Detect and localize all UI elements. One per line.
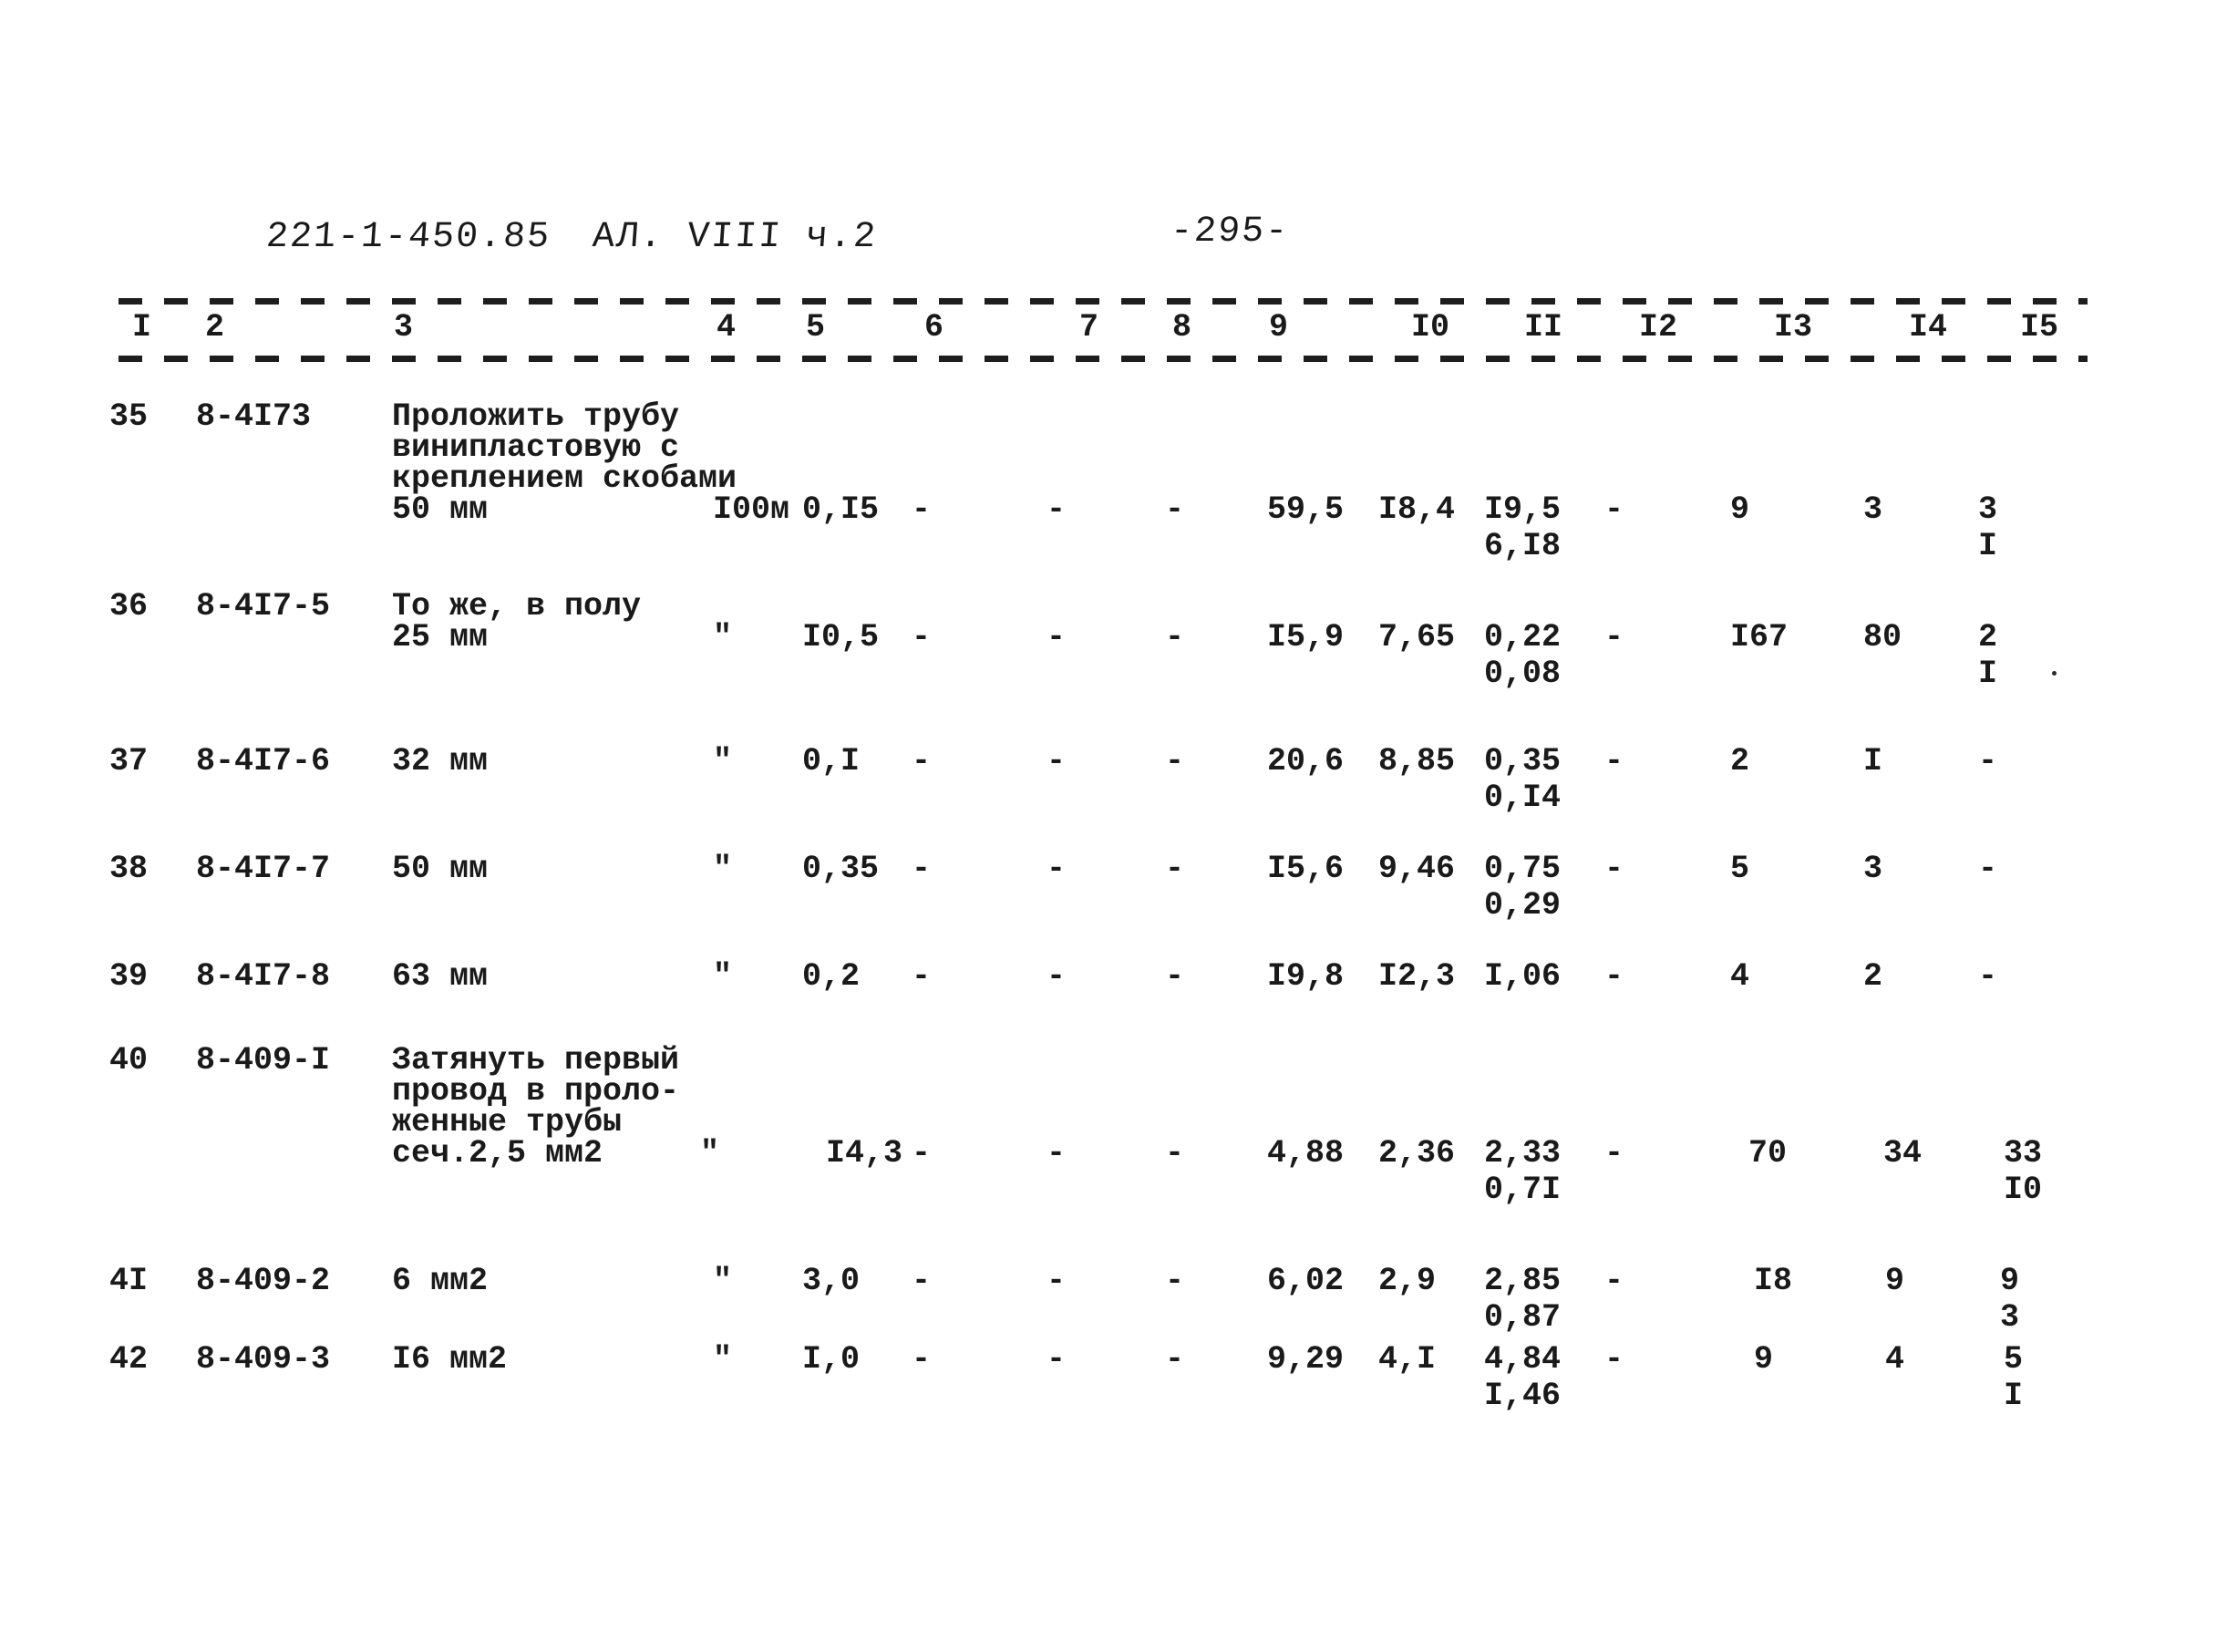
cell-r4I-c15-line2: 3 [2000,1299,2020,1336]
column-header-5: 5 [806,309,826,346]
cell-r35-c6: - [912,491,932,528]
description-r40-line3: женные трубы [392,1104,623,1141]
cell-r37-c8: - [1165,743,1185,780]
cell-r42-c14: 4 [1885,1341,1905,1378]
cell-r36-c14: 80 [1863,619,1902,656]
cell-r38-c5: 0,35 [802,851,880,887]
row-number-39: 39 [109,958,149,995]
cell-r4I-c8: - [1165,1263,1185,1299]
column-header-9: 9 [1269,309,1289,346]
cell-r40-c12: - [1604,1135,1624,1172]
cell-r40-c9: 4,88 [1267,1135,1345,1172]
description-r40-line1: Затянуть первый [392,1042,680,1079]
cell-r40-c11: 2,33 [1484,1135,1562,1172]
cell-r42-c15-line2: I [2004,1378,2024,1414]
description-r39-line1: 63 мм [392,958,489,995]
cell-r36-c15-line2: I [1978,656,1998,692]
column-header-3: 3 [394,309,414,346]
doc-number: 221-1-450.85 [264,217,552,258]
description-r35-line2: винипластовую с [392,429,680,466]
cell-r4I-c5: 3,0 [802,1263,861,1299]
cell-r37-c6: - [912,743,932,780]
cell-r39-c12: - [1604,958,1624,995]
row-number-4I: 4I [109,1263,149,1299]
row-number-40: 40 [109,1042,149,1079]
column-header-14: I4 [1909,309,1948,346]
column-header-13: I3 [1774,309,1813,346]
cell-r37-c9: 20,6 [1267,743,1345,780]
cell-r35-c10: I8,4 [1378,491,1456,528]
description-r4I-line1: 6 мм2 [392,1263,489,1299]
cell-r42-c6: - [912,1341,932,1378]
norm-code-40: 8-409-I [196,1042,331,1079]
column-header-7: 7 [1079,309,1099,346]
cell-r35-c12: - [1604,491,1624,528]
cell-r40-c5: I4,3 [826,1135,903,1172]
description-r40-line4: сеч.2,5 мм2 [392,1135,603,1172]
cell-r36-c8: - [1165,619,1185,656]
cell-r35-c9: 59,5 [1267,491,1345,528]
cell-r40-c15: 33 [2004,1135,2043,1172]
cell-r38-c10: 9,46 [1378,851,1456,887]
cell-r39-c5: 0,2 [802,958,861,995]
cell-r39-c7: - [1046,958,1067,995]
row-number-36: 36 [109,588,149,625]
cell-r40-c14: 34 [1883,1135,1923,1172]
norm-code-35: 8-4I73 [196,398,312,435]
cell-r35-c13: 9 [1730,491,1750,528]
norm-code-4I: 8-409-2 [196,1263,331,1299]
cell-r42-c11-line2: I,46 [1484,1378,1562,1414]
unit-r36: " [713,619,733,656]
cell-r39-c13: 4 [1730,958,1750,995]
cell-r36-c11: 0,22 [1484,619,1562,656]
unit-r4I: " [713,1263,733,1299]
cell-r38-c8: - [1165,851,1185,887]
cell-r35-c15: 3 [1978,491,1998,528]
cell-r36-c15: 2 [1978,619,1998,656]
row-number-42: 42 [109,1341,149,1378]
cell-r38-c6: - [912,851,932,887]
cell-r36-c5: I0,5 [802,619,880,656]
cell-r37-c12: - [1604,743,1624,780]
cell-r39-c9: I9,8 [1267,958,1345,995]
cell-r40-c11-line2: 0,7I [1484,1172,1562,1208]
cell-r42-c8: - [1165,1341,1185,1378]
cell-r39-c10: I2,3 [1378,958,1456,995]
cell-r36-c9: I5,9 [1267,619,1345,656]
cell-r4I-c9: 6,02 [1267,1263,1345,1299]
ink-speck [2052,671,2057,676]
norm-code-38: 8-4I7-7 [196,851,331,887]
description-r38-line1: 50 мм [392,851,489,887]
cell-r42-c5: I,0 [802,1341,861,1378]
cell-r36-c10: 7,65 [1378,619,1456,656]
cell-r42-c11: 4,84 [1484,1341,1562,1378]
cell-r36-c11-line2: 0,08 [1484,656,1562,692]
cell-r38-c12: - [1604,851,1624,887]
cell-r38-c11-line2: 0,29 [1484,887,1562,924]
sheet-label: АЛ. VIII ч.2 [591,217,879,258]
cell-r40-c10: 2,36 [1378,1135,1456,1172]
unit-r40: " [700,1135,720,1172]
cell-r37-c10: 8,85 [1378,743,1456,780]
cell-r37-c13: 2 [1730,743,1750,780]
cell-r38-c13: 5 [1730,851,1750,887]
cell-r35-c14: 3 [1863,491,1883,528]
norm-code-36: 8-4I7-5 [196,588,331,625]
description-r42-line1: I6 мм2 [392,1341,508,1378]
row-number-37: 37 [109,743,149,780]
cell-r42-c12: - [1604,1341,1624,1378]
column-header-4: 4 [717,309,737,346]
column-header-10: I0 [1411,309,1450,346]
cell-r4I-c11: 2,85 [1484,1263,1562,1299]
description-r36-line2: 25 мм [392,619,489,656]
cell-r4I-c15: 9 [2000,1263,2020,1299]
cell-r4I-c11-line2: 0,87 [1484,1299,1562,1336]
column-header-12: I2 [1639,309,1678,346]
norm-code-42: 8-409-3 [196,1341,331,1378]
cell-r36-c7: - [1046,619,1067,656]
unit-r37: " [713,743,733,780]
norm-code-39: 8-4I7-8 [196,958,331,995]
cell-r39-c11: I,06 [1484,958,1562,995]
cell-r42-c10: 4,I [1378,1341,1437,1378]
cell-r39-c6: - [912,958,932,995]
column-header-15: I5 [2020,309,2059,346]
cell-r38-c11: 0,75 [1484,851,1562,887]
cell-r42-c13: 9 [1754,1341,1774,1378]
cell-r35-c8: - [1165,491,1185,528]
cell-r35-c5: 0,I5 [802,491,880,528]
description-r40-line2: провод в проло- [392,1073,680,1110]
cell-r37-c11-line2: 0,I4 [1484,780,1562,816]
page-number: -295- [1169,212,1291,253]
unit-r39: " [713,958,733,995]
description-r35-line3: креплением скобами [392,460,737,497]
norm-code-37: 8-4I7-6 [196,743,331,780]
cell-r40-c6: - [912,1135,932,1172]
cell-r39-c8: - [1165,958,1185,995]
table-border-top [119,298,2088,305]
cell-r42-c15: 5 [2004,1341,2024,1378]
cell-r37-c5: 0,I [802,743,861,780]
cell-r38-c14: 3 [1863,851,1883,887]
cell-r4I-c13: I8 [1754,1263,1793,1299]
cell-r4I-c6: - [912,1263,932,1299]
cell-r35-c15-line2: I [1978,528,1998,564]
column-header-2: 2 [205,309,225,346]
cell-r38-c15: - [1978,851,1998,887]
column-header-11: II [1524,309,1563,346]
cell-r36-c6: - [912,619,932,656]
description-r37-line1: 32 мм [392,743,489,780]
cell-r35-c11: I9,5 [1484,491,1562,528]
description-r35-line4: 50 мм [392,491,489,528]
column-header-6: 6 [924,309,944,346]
cell-r4I-c14: 9 [1885,1263,1905,1299]
cell-r38-c7: - [1046,851,1067,887]
row-number-35: 35 [109,398,149,435]
description-r36-line1: То же, в полу [392,588,642,625]
cell-r35-c7: - [1046,491,1067,528]
table-border-bottom [119,356,2088,362]
cell-r4I-c12: - [1604,1263,1624,1299]
unit-r42: " [713,1341,733,1378]
cell-r39-c14: 2 [1863,958,1883,995]
cell-r40-c13: 70 [1748,1135,1788,1172]
cell-r36-c12: - [1604,619,1624,656]
cell-r42-c7: - [1046,1341,1067,1378]
cell-r39-c15: - [1978,958,1998,995]
cell-r42-c9: 9,29 [1267,1341,1345,1378]
description-r35-line1: Проложить трубу [392,398,680,435]
cell-r40-c15-line2: I0 [2004,1172,2043,1208]
cell-r35-c11-line2: 6,I8 [1484,528,1562,564]
row-number-38: 38 [109,851,149,887]
cell-r37-c11: 0,35 [1484,743,1562,780]
column-header-8: 8 [1172,309,1192,346]
cell-r4I-c10: 2,9 [1378,1263,1437,1299]
cell-r4I-c7: - [1046,1263,1067,1299]
cell-r40-c8: - [1165,1135,1185,1172]
column-header-1: I [132,309,152,346]
unit-r35: I00м [713,491,790,528]
unit-r38: " [713,851,733,887]
cell-r37-c7: - [1046,743,1067,780]
cell-r40-c7: - [1046,1135,1067,1172]
cell-r36-c13: I67 [1730,619,1789,656]
cell-r38-c9: I5,6 [1267,851,1345,887]
cell-r37-c14: I [1863,743,1883,780]
cell-r37-c15: - [1978,743,1998,780]
